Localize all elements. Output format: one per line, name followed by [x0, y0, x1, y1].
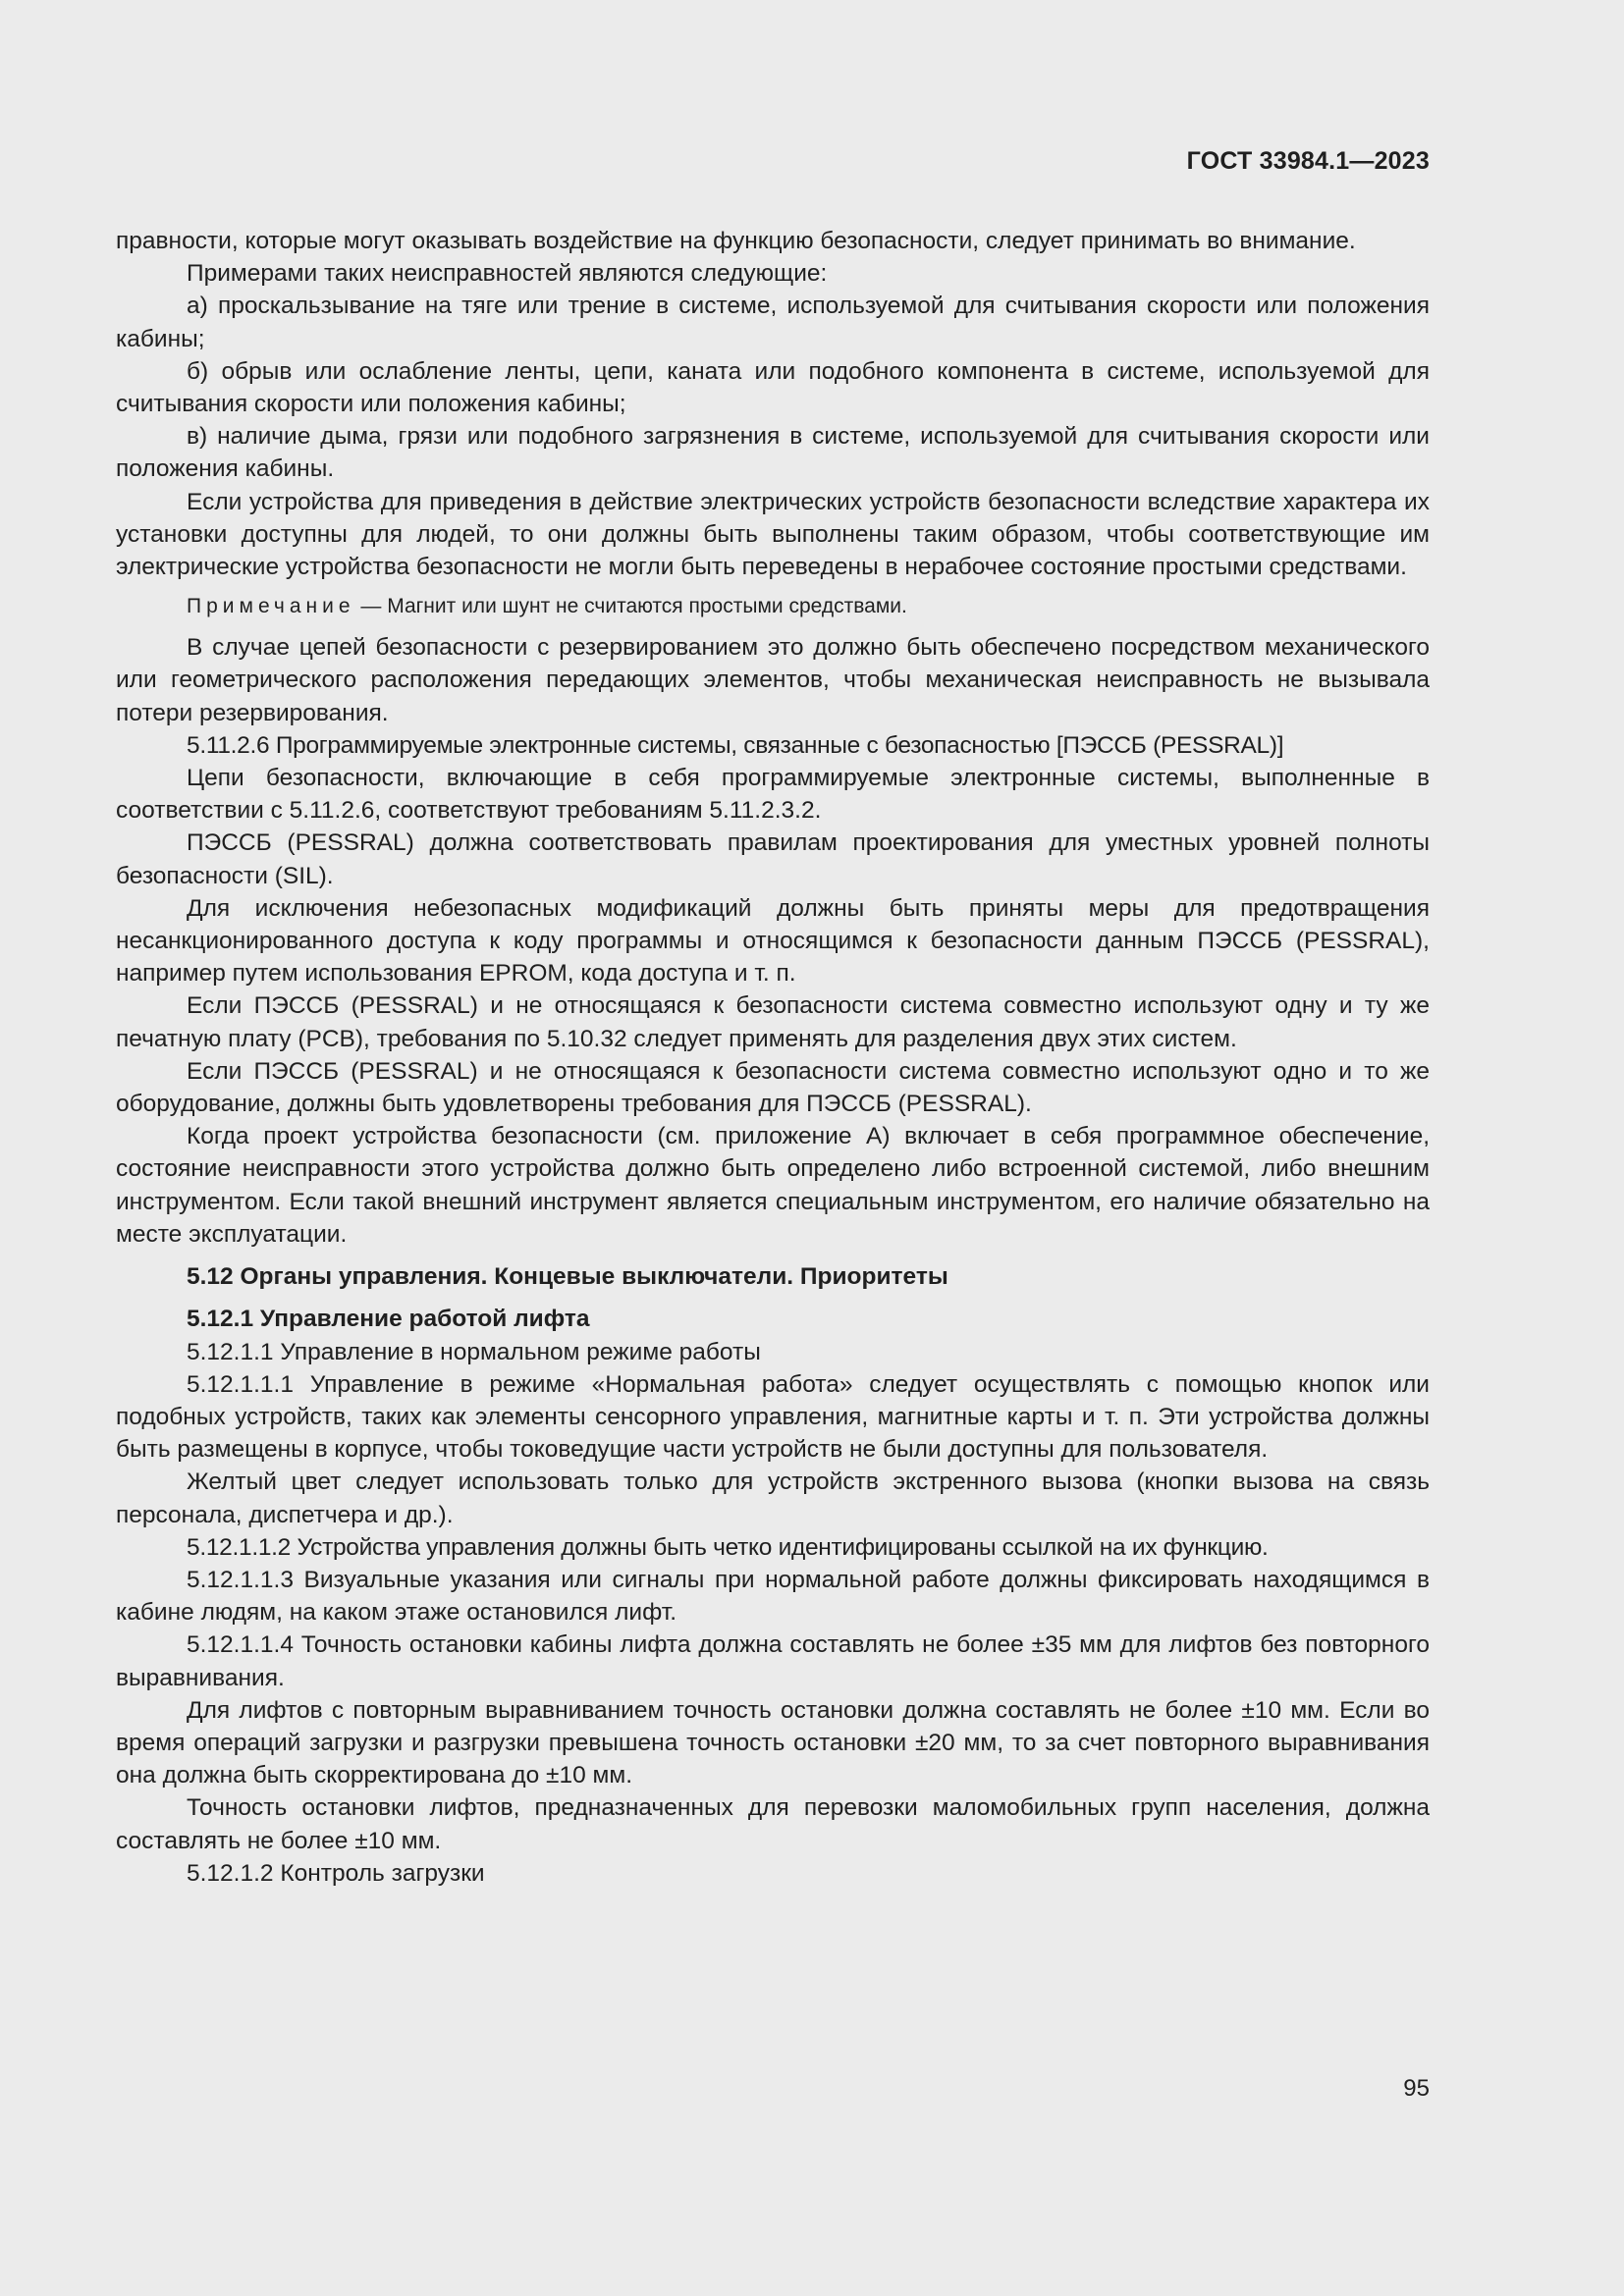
paragraph: Примерами таких неисправностей являются следующие:: [187, 260, 828, 288]
list-item: в) наличие дыма, грязи или подобного загрязнения в системе, используемой для считывания скорости или положения кабины.: [116, 423, 1430, 483]
subsection-heading: 5.12.1 Управление работой лифта: [187, 1306, 590, 1333]
list-item: а) проскальзывание на тяге или трение в системе, используемой для считывания скорости или положения кабины;: [116, 293, 1430, 352]
paragraph: Если устройства для приведения в действие электрических устройств безопасности вследствие характера их установки доступны для людей, то они должны быть выполнены таким образом, чтобы соответствующие им электрические устройства безопасности не могли быть переведены в нерабочее состояние простыми средствами.: [116, 488, 1430, 581]
paragraph: 5.12.1.1.1 Управление в режиме «Нормальная работа» следует осуществлять с помощью кнопок или подобных устройств, таких как элементы сенсорного управления, магнитные карты и т. п. Эти устройства должны быть размещены в корпусе, чтобы токоведущие части устройств не были доступны для пользователя.: [116, 1370, 1430, 1464]
clause-heading: 5.11.2.6 Программируемые электронные системы, связанные с безопасностью [ПЭССБ (PESSRAL)]: [187, 731, 1284, 759]
paragraph: 5.12.1.1.4 Точность остановки кабины лифта должна составлять не более ±35 мм для лифтов без повторного выравнивания.: [116, 1631, 1430, 1691]
paragraph: Желтый цвет следует использовать только для устройств экстренного вызова (кнопки вызова на связь персонала, диспетчера и др.).: [116, 1468, 1430, 1528]
paragraph: правности, которые могут оказывать воздействие на функцию безопасности, следует принимать во внимание.: [116, 228, 1356, 254]
paragraph: 5.12.1.1.2 Устройства управления должны быть четко идентифицированы ссылкой на их функцию.: [187, 1533, 1269, 1561]
note-text: — Магнит или шунт не считаются простыми средствами.: [354, 595, 907, 618]
paragraph: В случае цепей безопасности с резервированием это должно быть обеспечено посредством механического или геометрического расположения передающих элементов, чтобы механическая неисправность не вызывала потери резервирования.: [116, 634, 1430, 726]
paragraph: Когда проект устройства безопасности (см. приложение А) включает в себя программное обеспечение, состояние неисправности этого устройства должно быть определено либо встроенной системой, либо внешним инструментом. Если такой внешний инструмент является специальным инструментом, его наличие обязательно на месте эксплуатации.: [116, 1123, 1430, 1248]
paragraph: ПЭССБ (PESSRAL) должна соответствовать правилам проектирования для уместных уровней полноты безопасности (SIL).: [116, 829, 1430, 889]
document-header: ГОСТ 33984.1—2023: [1186, 147, 1430, 175]
paragraph: Для лифтов с повторным выравниванием точность остановки должна составлять не более ±10 мм. Если во время операций загрузки и разгрузки превышена точность остановки ±20 мм, то за счет повторного выравнивания она должна быть скорректирована до ±10 мм.: [116, 1696, 1430, 1789]
paragraph: Для исключения небезопасных модификаций должны быть приняты меры для предотвращения несанкционированного доступа к коду программы и относящимся к безопасности данным ПЭССБ (PESSRAL), например путем использования EPROM, кода доступа и т. п.: [116, 894, 1430, 988]
section-heading: 5.12 Органы управления. Концевые выключатели. Приоритеты: [187, 1263, 948, 1291]
paragraph: 5.12.1.1.3 Визуальные указания или сигналы при нормальной работе должны фиксировать находящимся в кабине людям, на каком этаже остановился лифт.: [116, 1566, 1430, 1627]
page-number: 95: [1403, 2075, 1430, 2102]
paragraph: Если ПЭССБ (PESSRAL) и не относящаяся к безопасности система совместно используют одно и то же оборудование, должны быть удовлетворены требования для ПЭССБ (PESSRAL).: [116, 1057, 1430, 1118]
page-content: [116, 225, 1430, 1890]
note-label: Примечание: [187, 595, 355, 618]
paragraph: Точность остановки лифтов, предназначенных для перевозки маломобильных групп населения, должна составлять не более ±10 мм.: [116, 1794, 1430, 1854]
note: [116, 592, 1430, 621]
list-item: б) обрыв или ослабление ленты, цепи, каната или подобного компонента в системе, используемой для считывания скорости или положения кабины;: [116, 357, 1430, 418]
clause-heading: 5.12.1.1 Управление в нормальном режиме работы: [187, 1338, 761, 1365]
clause-heading: 5.12.1.2 Контроль загрузки: [187, 1859, 485, 1887]
paragraph: Цепи безопасности, включающие в себя программируемые электронные системы, выполненные в соответствии с 5.11.2.6, соответствуют требованиям 5.11.2.3.2.: [116, 765, 1430, 825]
paragraph: Если ПЭССБ (PESSRAL) и не относящаяся к безопасности система совместно используют одну и ту же печатную плату (PCB), требования по 5.10.32 следует применять для разделения двух этих систем.: [116, 992, 1430, 1052]
